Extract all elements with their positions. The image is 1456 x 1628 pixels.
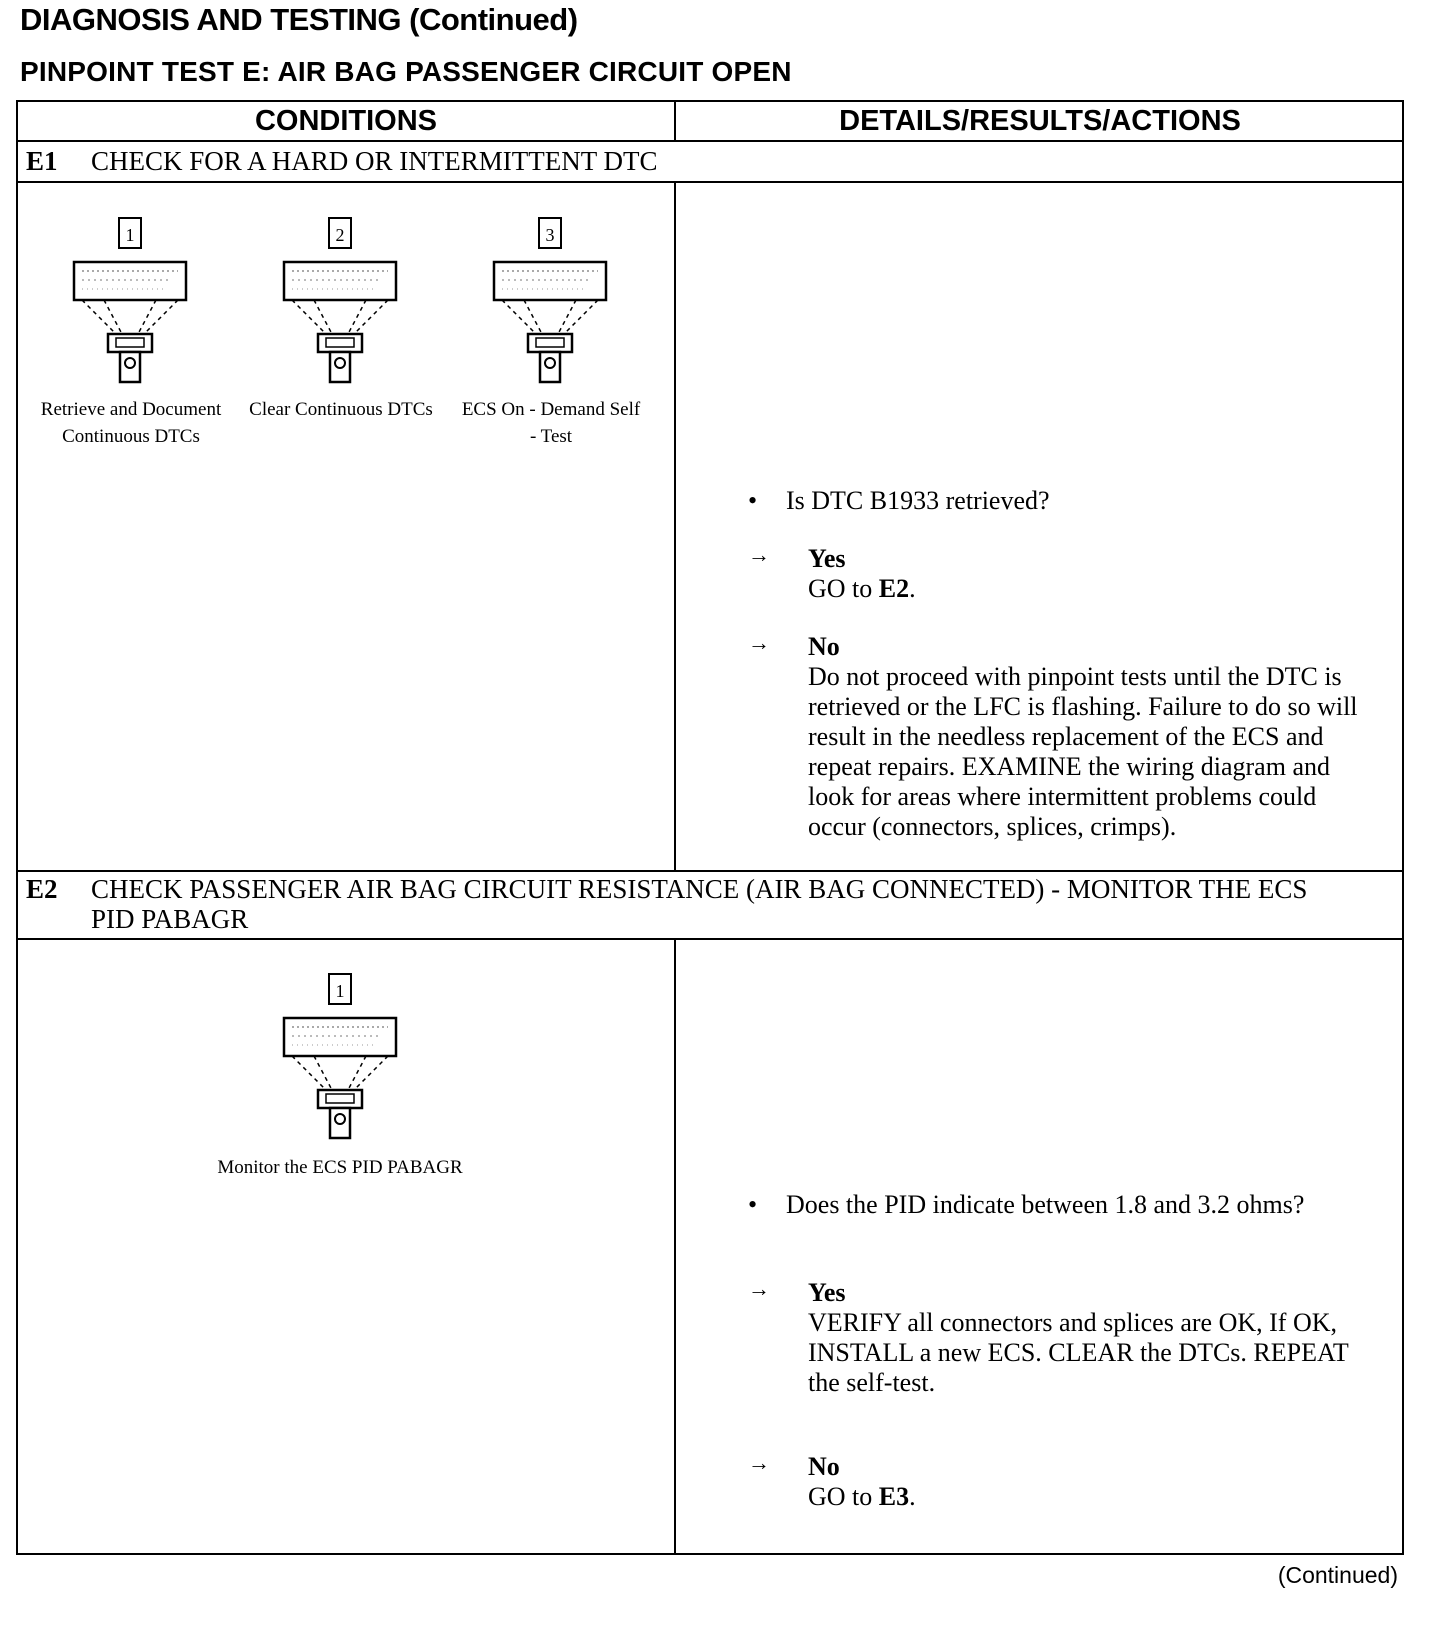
step-e1-no-action: Do not proceed with pinpoint tests until the DTC is retrieved or the LFC is flashing. Failure to do so will result in the needless replacement of the ECS and repeat repairs. EXAMINE the wiring diagram and look for areas where intermittent problems could occur (connectors, splices, crimps).	[808, 662, 1358, 841]
details-column-header: DETAILS/RESULTS/ACTIONS	[839, 105, 1241, 137]
conditions-column-header: CONDITIONS	[254, 105, 438, 137]
tool-e2-1	[270, 972, 410, 1142]
tool-number: 3	[545, 225, 555, 245]
step-e1-question-text: Is DTC B1933 retrieved?	[786, 486, 1050, 515]
tool-e1-1	[60, 216, 200, 386]
yes-label: Yes	[808, 544, 846, 573]
tool-e1-1-caption: Retrieve and Document Continuous DTCs	[40, 399, 222, 447]
pinpoint-test-table	[16, 100, 1404, 1555]
header-divider	[674, 102, 676, 142]
step-e2-question	[748, 1190, 1368, 1260]
step-e2-no-action: GO to	[808, 1482, 879, 1511]
step-e2-column-divider	[674, 939, 676, 1555]
step-e1-id: E1	[26, 146, 58, 176]
pinpoint-test-title: PINPOINT TEST E: AIR BAG PASSENGER CIRCUIT OPEN	[20, 56, 792, 87]
step-e1-question	[748, 486, 1368, 526]
arrow-right-icon: →	[748, 630, 770, 655]
scan-tool-icon	[270, 216, 410, 386]
step-e1-column-divider	[674, 182, 676, 870]
step-e2-question-text: Does the PID indicate between 1.8 and 3.2 ohms?	[786, 1190, 1305, 1219]
step-e1-yes-answer	[808, 544, 1368, 604]
step-e2-heading	[26, 874, 1396, 936]
arrow-right-icon: →	[748, 1276, 770, 1301]
step-e1-heading	[26, 146, 1396, 180]
no-label: No	[808, 1452, 840, 1481]
step-e2-title: CHECK PASSENGER AIR BAG CIRCUIT RESISTANCE (AIR BAG CONNECTED) - MONITOR THE ECS PID PABAGR	[91, 874, 1308, 934]
step-e2-no-end: .	[909, 1482, 916, 1511]
step-e2-yes-action: VERIFY all connectors and splices are OK, If OK, INSTALL a new ECS. CLEAR the DTCs. REPEAT the self-test.	[808, 1308, 1349, 1397]
bullet-icon: •	[748, 1190, 758, 1219]
step-e1-yes-action: GO to	[808, 574, 879, 603]
tool-e1-2	[270, 216, 410, 386]
tool-number: 1	[335, 981, 345, 1001]
step-e2-top-rule	[18, 870, 1402, 872]
header-rule	[18, 140, 1402, 142]
page-heading: DIAGNOSIS AND TESTING (Continued)	[20, 2, 578, 37]
continued-label: (Continued)	[1277, 1562, 1398, 1588]
step-e1-title: CHECK FOR A HARD OR INTERMITTENT DTC	[91, 146, 658, 176]
step-e1-yes-end: .	[909, 574, 916, 603]
step-e1-yes-target: E2	[878, 574, 910, 603]
tool-e1-3	[480, 216, 620, 386]
step-e2-rule	[18, 938, 1402, 940]
scan-tool-icon	[270, 972, 410, 1142]
yes-label: Yes	[808, 1278, 846, 1307]
step-e2-id: E2	[26, 874, 58, 904]
step-e2-no-answer	[808, 1452, 1368, 1512]
tool-e1-2-caption: Clear Continuous DTCs	[249, 399, 433, 420]
tool-e2-1-caption: Monitor the ECS PID PABAGR	[217, 1157, 463, 1178]
no-label: No	[808, 632, 840, 661]
scan-tool-icon	[480, 216, 620, 386]
arrow-right-icon: →	[748, 542, 770, 567]
tool-number: 1	[125, 225, 135, 245]
step-e2-no-target: E3	[878, 1482, 910, 1511]
step-e1-no-answer	[808, 632, 1368, 842]
arrow-right-icon: →	[748, 1450, 770, 1475]
tool-e1-3-caption: ECS On - Demand Self - Test	[461, 399, 641, 447]
step-e2-yes-answer	[808, 1278, 1368, 1398]
tool-number: 2	[335, 225, 345, 245]
step-e1-rule	[18, 181, 1402, 183]
scan-tool-icon	[60, 216, 200, 386]
bullet-icon: •	[748, 486, 758, 515]
